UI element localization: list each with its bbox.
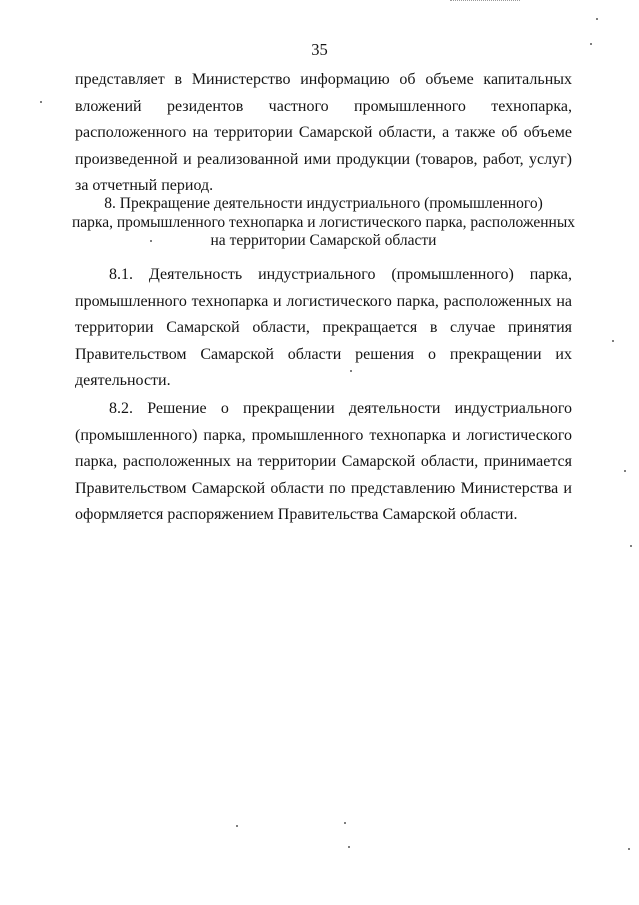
scan-speck <box>150 240 152 242</box>
clause-8-2: 8.2. Решение о прекращении деятельности индустриального (промышленного) парка, промышленного технопарка и логистического парка, расположенных на территории Самарской области, принимается Правительством Самарской области по представлению Министерства и оформляется распоряжением Правительства Самарской области. <box>75 400 572 524</box>
section-heading-line: на территории Самарской области <box>210 232 437 249</box>
page-number: 35 <box>311 40 328 59</box>
scan-speck <box>348 846 350 848</box>
section-heading-line: 8. Прекращение деятельности индустриального (промышленного) <box>104 195 543 212</box>
scan-speck <box>344 822 346 824</box>
clause-8-1: 8.1. Деятельность индустриального (промышленного) парка, промышленного технопарка и логистического парка, расположенных на территории Самарской области, прекращается в случае принятия Правительством Самарской области решения о прекращении их деятельности. <box>75 266 572 390</box>
continued-paragraph: представляет в Министерство информацию об объеме капитальных вложений резидентов частного промышленного технопарка, расположенного на территории Самарской области, а также об объеме произведенной и реализованной ими продукции (товаров, работ, услуг) за отчетный период. <box>75 71 572 195</box>
section-heading-line: парка, промышленного технопарка и логистического парка, расположенных <box>71 213 575 231</box>
scan-speck <box>630 545 632 547</box>
scan-speck <box>236 825 238 827</box>
scan-speck <box>350 370 352 372</box>
scan-speck <box>624 470 626 472</box>
scan-speck <box>596 18 598 20</box>
scan-artifact <box>450 0 520 5</box>
scan-speck <box>628 848 630 850</box>
scan-speck <box>40 101 42 103</box>
section-heading <box>60 195 587 251</box>
scan-speck <box>590 43 592 45</box>
scan-speck <box>612 340 614 342</box>
